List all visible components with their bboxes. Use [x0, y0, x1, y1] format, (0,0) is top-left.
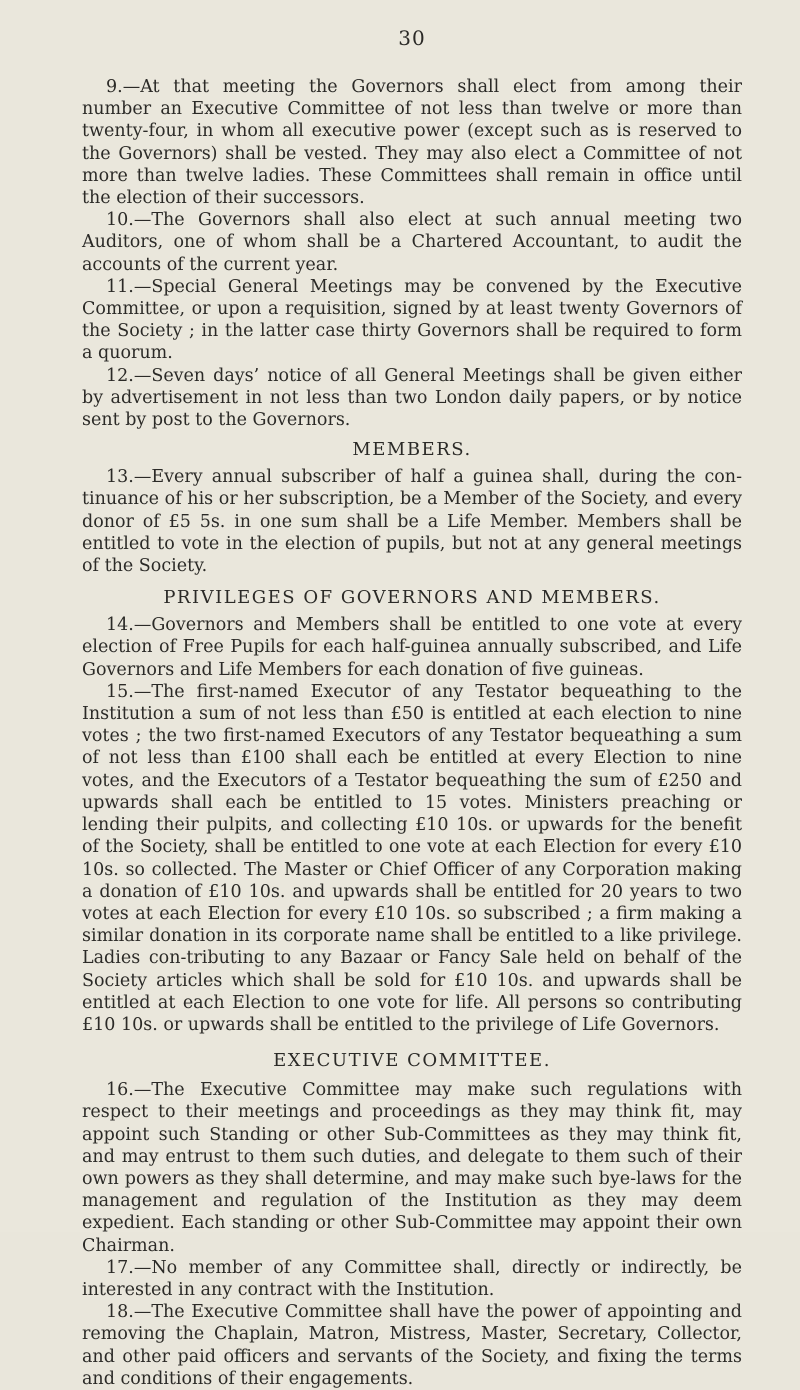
- section-heading-executive-committee: EXECUTIVE COMMITTEE.: [273, 1050, 551, 1072]
- paragraph-18: 18.—The Executive Committee shall have the power of appointing and removing the Chaplain, Matron, Mistress, Master, Secretary, Collector, and other paid officers and servants of the Society, and fixing the terms and conditions of their engagements.: [82, 1302, 742, 1389]
- section-heading-privileges: PRIVILEGES OF GOVERNORS AND MEMBERS.: [163, 587, 661, 609]
- paragraph-12: 12.—Seven days’ notice of all General Meetings shall be given either by advertisement in not less than two London daily papers, or by notice sent by post to the Governors.: [82, 365, 742, 431]
- paragraph-11: 11.—Special General Meetings may be convened by the Executive Committee, or upon a requisition, signed by at least twenty Governors of the Society ; in the latter case thirty Governors shall be required to form a quorum.: [82, 276, 742, 364]
- paragraph-16: 16.—The Executive Committee may make such regulations with respect to their meetings and proceedings as they may think fit, may appoint such Standing or other Sub-Committees as they may think fit, and may entrust to them such duties, and delegate to them such of their own powers as they shall determine, and may make such bye-laws for the management and regulation of the Institution as they may deem expedient. Each standing or other Sub-Committee may appoint their own Chairman.: [82, 1080, 742, 1256]
- paragraph-9: 9.—At that meeting the Governors shall elect from among their number an Executive Committee of not less than twelve or more than twenty-four, in whom all executive power (except such as is reserved to the Governors) shall be vested. They may also elect a Committee of not more than twelve ladies. These Committees shall remain in office until the election of their successors.: [82, 77, 742, 209]
- section-heading-members: MEMBERS.: [352, 439, 472, 461]
- paragraph-17: 17.—No member of any Committee shall, directly or indirectly, be interested in any contract with the Institution.: [82, 1257, 742, 1300]
- page-number: 30: [398, 26, 426, 50]
- paragraph-15: 15.—The first-named Executor of any Testator bequeathing to the Institution a sum of not less than £50 is entitled at each election to nine votes ; the two first-named Executors of any Testator bequeathing a sum of not less than £100 shall each be entitled at every Election to nine votes, and the Executors of a Testator bequeathing the sum of £250 and upwards shall each be entitled to 15 votes. Ministers preaching or lending their pulpits, and collecting £10 10s. or upwards for the benefit of the Society, shall be entitled to one vote at each Election for every £10 10s. so collected. The Master or Chief Officer of any Corporation making a donation of £10 10s. and upwards shall be entitled for 20 years to two votes at each Election for every £10 10s. so subscribed ; a firm making a similar donation in its corporate name shall be entitled to a like privilege. Ladies con-tributing to any Bazaar or Fancy Sale held on behalf of the Society articles which shall be sold for £10 10s. and upwards shall be entitled at each Election to one vote for life. All persons so contributing £10 10s. or upwards shall be entitled to the privilege of Life Governors.: [82, 681, 742, 1035]
- paragraph-13: 13.—Every annual subscriber of half a guinea shall, during the con-tinuance of his or her subscription, be a Member of the Society, and every donor of £5 5s. in one sum shall be a Life Member. Members shall be entitled to vote in the election of pupils, but not at any general meetings of the Society.: [82, 467, 742, 577]
- paragraph-10: 10.—The Governors shall also elect at such annual meeting two Auditors, one of whom shall be a Chartered Accountant, to audit the accounts of the current year.: [82, 210, 742, 275]
- paragraph-14: 14.—Governors and Members shall be entitled to one vote at every election of Free Pupils for each half-guinea annually subscribed, and Life Governors and Life Members for each donation of five guineas.: [82, 615, 742, 680]
